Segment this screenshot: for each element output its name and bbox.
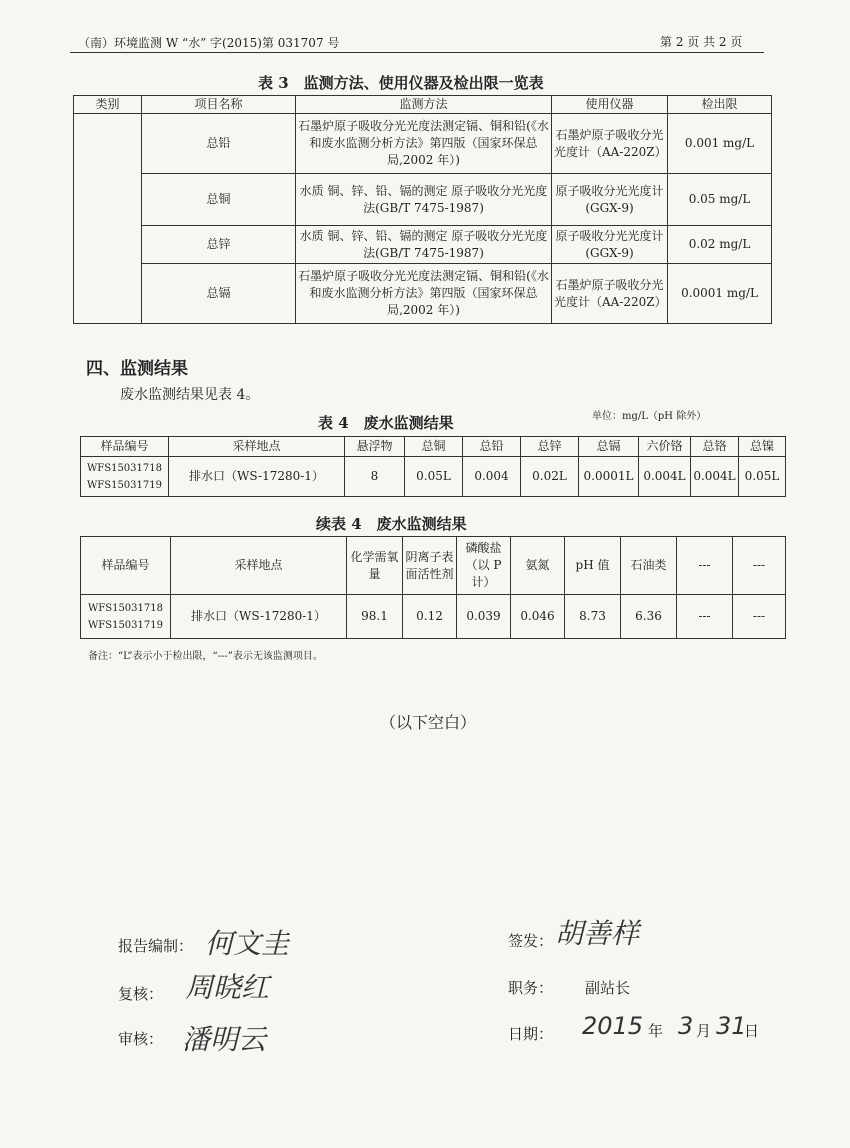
table4b-caption: 续表 4 废水监测结果 xyxy=(316,515,467,533)
t4-value: 0.05L xyxy=(405,457,463,497)
t4-header: 总铜 xyxy=(405,437,463,457)
date-day: 31 xyxy=(716,1012,747,1040)
auditor-signature: 潘明云 xyxy=(182,1023,267,1056)
table4-caption: 表 4 废水监测结果 xyxy=(318,414,454,432)
date-label: 日期： xyxy=(508,1025,554,1043)
t3-method: 水质 铜、锌、铅、镉的测定 原子吸收分光光度法(GB/T 7475-1987) xyxy=(296,226,552,264)
t4-value: 0.02L xyxy=(521,457,579,497)
issuer-signature: 胡善样 xyxy=(555,917,640,950)
t4-header: 总铅 xyxy=(463,437,521,457)
date-day-unit: 日 xyxy=(744,1022,760,1040)
t3-instrument: 原子吸收分光光度计(GGX-9) xyxy=(552,226,668,264)
date-month-unit: 月 xyxy=(696,1022,712,1040)
t4-value: 0.0001L xyxy=(579,457,639,497)
t4b-header: 石油类 xyxy=(621,537,677,595)
t3-limit: 0.0001 mg/L xyxy=(668,264,772,324)
t3-limit: 0.02 mg/L xyxy=(668,226,772,264)
t3-limit: 0.05 mg/L xyxy=(668,174,772,226)
t3-header: 类别 xyxy=(74,96,142,114)
t3-header: 项目名称 xyxy=(142,96,296,114)
compiler-label: 报告编制： xyxy=(118,937,194,955)
t4b-value: 8.73 xyxy=(565,595,621,639)
t4-value: 0.004 xyxy=(463,457,521,497)
t3-item: 总锌 xyxy=(142,226,296,264)
t3-item: 总铜 xyxy=(142,174,296,226)
table3-caption: 表 3 监测方法、使用仪器及检出限一览表 xyxy=(258,74,544,92)
t3-header: 监测方法 xyxy=(296,96,552,114)
report-number: （南）环境监测 W “水” 字(2015)第 031707 号 xyxy=(78,36,340,50)
table-row xyxy=(81,595,786,639)
t4b-value: 排水口（WS-17280-1） xyxy=(171,595,347,639)
t4b-header: 阴离子表面活性剂 xyxy=(403,537,457,595)
t4b-sample-ids: WFS15031718 WFS15031719 xyxy=(81,595,171,639)
table-row xyxy=(74,114,772,174)
t4b-value: 0.12 xyxy=(403,595,457,639)
results-table xyxy=(80,436,786,497)
header-rule xyxy=(70,52,764,53)
t3-instrument: 原子吸收分光光度计(GGX-9) xyxy=(552,174,668,226)
auditor-label: 审核： xyxy=(118,1030,164,1048)
section-text: 废水监测结果见表 4。 xyxy=(120,387,260,403)
t4b-value: 98.1 xyxy=(347,595,403,639)
t4b-value: --- xyxy=(677,595,733,639)
date-month: 3 xyxy=(678,1012,694,1040)
table-row xyxy=(74,174,772,226)
results-table-continued xyxy=(80,536,786,639)
t4b-header: --- xyxy=(677,537,733,595)
compiler-signature: 何文圭 xyxy=(205,927,290,960)
t4-value: 0.004L xyxy=(691,457,739,497)
section-title: 四、监测结果 xyxy=(86,359,188,379)
reviewer-label: 复核： xyxy=(118,985,164,1003)
methods-table xyxy=(73,95,772,324)
t3-instrument: 石墨炉原子吸收分光光度计（AA-220Z） xyxy=(552,264,668,324)
t4b-value: 6.36 xyxy=(621,595,677,639)
date-year: 2015 xyxy=(582,1012,644,1040)
t4-header: 总铬 xyxy=(691,437,739,457)
t4b-header: 样品编号 xyxy=(81,537,171,595)
t4b-value: 0.046 xyxy=(511,595,565,639)
t4-header: 六价铬 xyxy=(639,437,691,457)
t4-value: 0.05L xyxy=(739,457,786,497)
blank-marker: （以下空白） xyxy=(380,713,477,732)
position-value: 副站长 xyxy=(585,979,631,997)
t3-header: 检出限 xyxy=(668,96,772,114)
t4b-header: 氨氮 xyxy=(511,537,565,595)
t4-header: 总镍 xyxy=(739,437,786,457)
t4b-header: 磷酸盐（以 P 计） xyxy=(457,537,511,595)
table-row xyxy=(74,264,772,324)
t4b-header: --- xyxy=(733,537,786,595)
page-number: 第 2 页 共 2 页 xyxy=(660,35,743,49)
table-note: 备注：“L”表示小于检出限，“---”表示无该监测项目。 xyxy=(88,651,323,662)
t4b-header: 采样地点 xyxy=(171,537,347,595)
t4-value: 0.004L xyxy=(639,457,691,497)
t3-item: 总镉 xyxy=(142,264,296,324)
t4-header: 总镉 xyxy=(579,437,639,457)
t4b-header: pH 值 xyxy=(565,537,621,595)
t3-method: 水质 铜、锌、铅、镉的测定 原子吸收分光光度法(GB/T 7475-1987) xyxy=(296,174,552,226)
t4b-value: --- xyxy=(733,595,786,639)
t4-header: 总锌 xyxy=(521,437,579,457)
table-row xyxy=(74,226,772,264)
table4-unit: 单位：mg/L（pH 除外） xyxy=(592,411,707,422)
t4-value: 排水口（WS-17280-1） xyxy=(169,457,345,497)
table-row xyxy=(81,457,786,497)
position-label: 职务： xyxy=(508,979,554,997)
t4-header: 采样地点 xyxy=(169,437,345,457)
t4b-header: 化学需氧量 xyxy=(347,537,403,595)
t3-item: 总铅 xyxy=(142,114,296,174)
t4-value: 8 xyxy=(345,457,405,497)
t4-header: 样品编号 xyxy=(81,437,169,457)
date-year-unit: 年 xyxy=(648,1022,664,1040)
t3-category-cell xyxy=(74,114,142,324)
issuer-label: 签发： xyxy=(508,932,554,950)
t3-method: 石墨炉原子吸收分光光度法测定镉、铜和铅(《水和废水监测分析方法》第四版（国家环保总局,2002 年）) xyxy=(296,264,552,324)
t3-header: 使用仪器 xyxy=(552,96,668,114)
t4-sample-ids: WFS15031718 WFS15031719 xyxy=(81,457,169,497)
t4b-value: 0.039 xyxy=(457,595,511,639)
t3-limit: 0.001 mg/L xyxy=(668,114,772,174)
t3-instrument: 石墨炉原子吸收分光光度计（AA-220Z） xyxy=(552,114,668,174)
t3-method: 石墨炉原子吸收分光光度法测定镉、铜和铅(《水和废水监测分析方法》第四版（国家环保总局,2002 年）) xyxy=(296,114,552,174)
t4-header: 悬浮物 xyxy=(345,437,405,457)
reviewer-signature: 周晓红 xyxy=(185,971,270,1004)
